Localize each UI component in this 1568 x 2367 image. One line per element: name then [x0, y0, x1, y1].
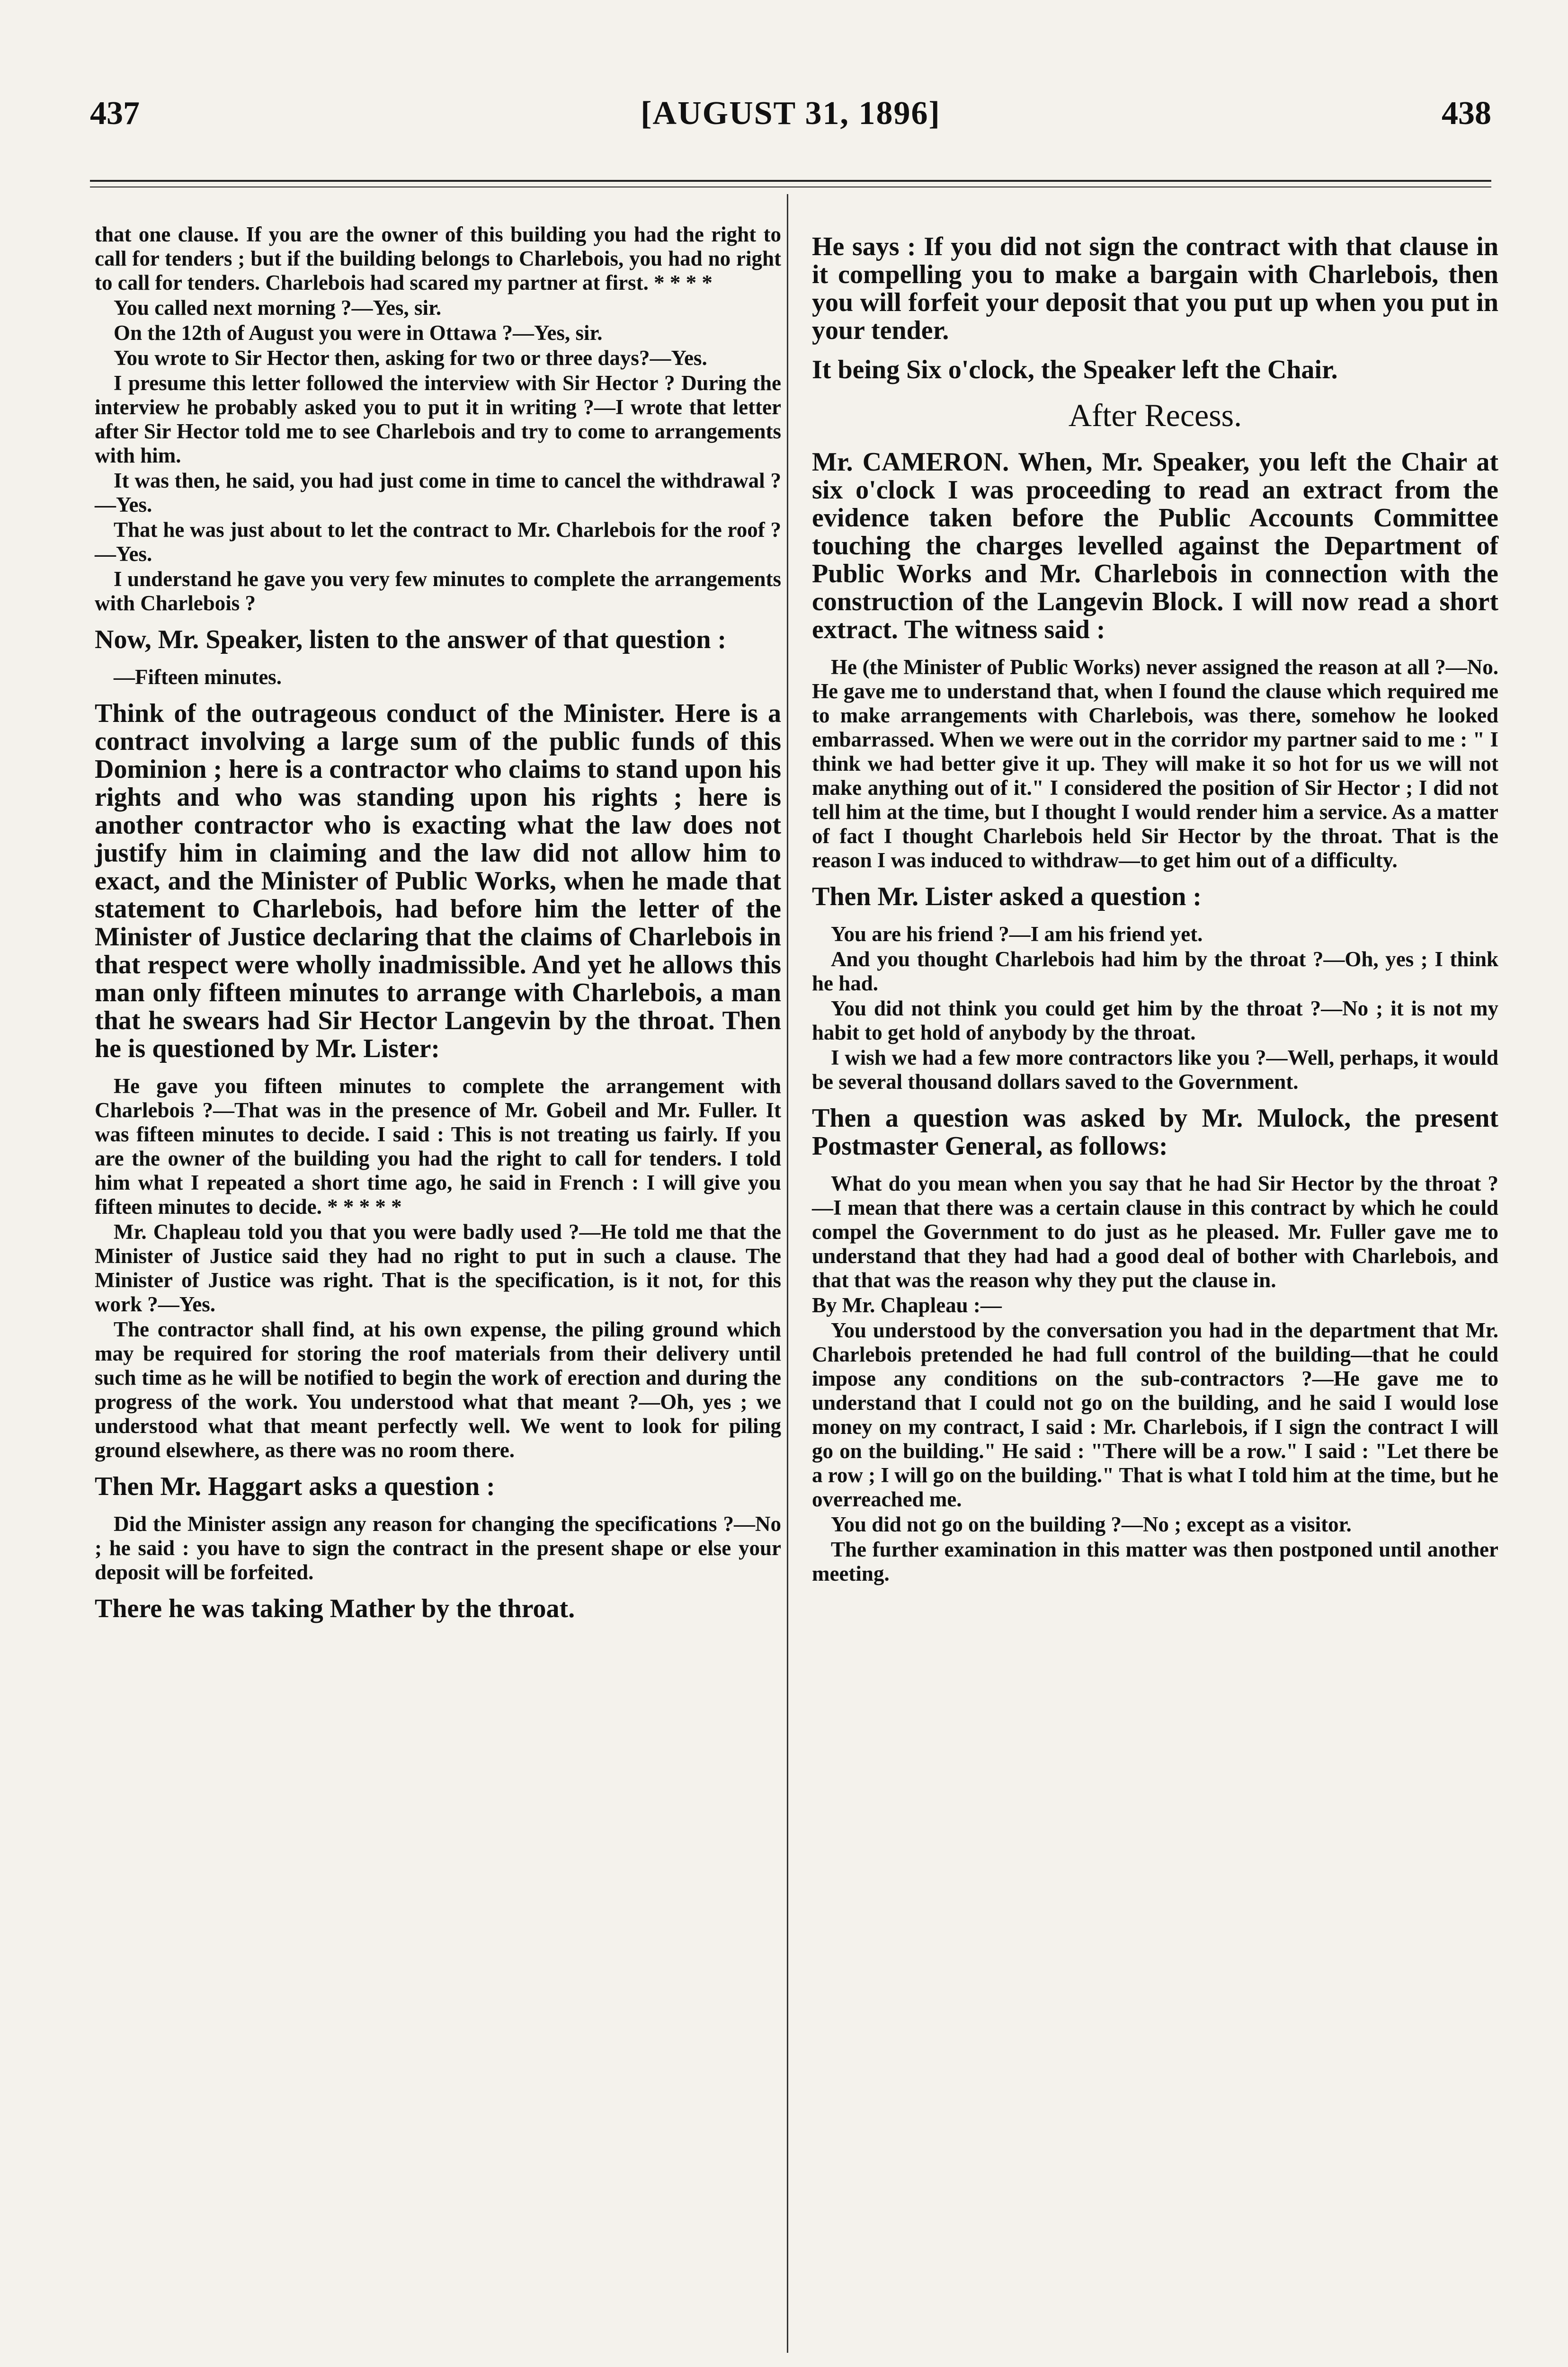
- paragraph: There he was taking Mather by the throat.: [95, 1594, 575, 1623]
- paragraph: The contractor shall find, at his own expense, the piling ground which may be required for storing the roof materials from their delivery until such time as he will be notified to begin the work of erection and during the progress of the work. You understood what that meant ?—Oh, yes ; we understood what that meant perfectly well. We went to look for piling ground elsewhere, as there was no room there.: [95, 1317, 781, 1462]
- paragraph: —Fifteen minutes.: [114, 665, 282, 689]
- paragraph: He (the Minister of Public Works) never assigned the reason at all ?—No. He gave me to understand that, when I found the clause which required me to make arrangements with Charlebois, was there, somehow he looked embarrassed. When we were out in the corridor my partner said to me : " I think we had better give it up. They will make it so hot for us we will not make anything out of it." I considered the position of Sir Hector ; I did not tell him at the time, but I thought I would render him a service. As a matter of fact I thought Charlebois held Sir Hector by the throat. That is the reason I was induced to withdraw—to get him out of a difficulty.: [812, 655, 1498, 872]
- paragraph: That he was just about to let the contract to Mr. Charlebois for the roof ?—Yes.: [95, 518, 781, 566]
- paragraph: Then Mr. Lister asked a question :: [812, 882, 1202, 911]
- page-number-left: 437: [90, 95, 140, 132]
- paragraph: You wrote to Sir Hector then, asking for two or three days?—Yes.: [114, 346, 707, 370]
- paragraph: I wish we had a few more contractors like you ?—Well, perhaps, it would be several thousand dollars saved to the Government.: [812, 1046, 1498, 1094]
- page-number-right: 438: [1442, 95, 1491, 132]
- paragraph: that one clause. If you are the owner of this building you had the right to call for tenders ; but if the building belongs to Charlebois, you had no right to call for tenders. Charlebois had scared my partner at first. * * * *: [95, 222, 781, 294]
- paragraph: By Mr. Chapleau :—: [812, 1293, 1002, 1317]
- paragraph: You understood by the conversation you had in the department that Mr. Charlebois pretended he had full control of the building—that he could impose any conditions on the sub-contractors ?—He gave me to understand that I could not go on the building, and he said I would lose money on my contract, I said : Mr. Charlebois, if I sign the contract I will go on the building." He said : "There will be a row." I said : "Let there be a row ; I will go on the building." That is what I told him at the time, but he overreached me.: [812, 1318, 1498, 1511]
- paragraph: It being Six o'clock, the Speaker left the Chair.: [812, 355, 1338, 384]
- paragraph: I presume this letter followed the interview with Sir Hector ? During the interview he probably asked you to put it in writing ?—I wrote that letter after Sir Hector told me to see Charlebois and try to come to arrangements with him.: [95, 371, 781, 467]
- paragraph: You called next morning ?—Yes, sir.: [114, 296, 442, 320]
- paragraph: Then Mr. Haggart asks a question :: [95, 1472, 495, 1501]
- left-column: [95, 222, 781, 1634]
- page-date: [AUGUST 31, 1896]: [641, 95, 941, 132]
- column-divider: [787, 194, 788, 2353]
- paragraph: Did the Minister assign any reason for changing the specifications ?—No ; he said : you have to sign the contract in the present shape or else your deposit will be forfeited.: [95, 1512, 781, 1584]
- paragraph: I understand he gave you very few minutes to complete the arrangements with Charlebois ?: [95, 567, 781, 615]
- paragraph: You did not think you could get him by the throat ?—No ; it is not my habit to get hold of anybody by the throat.: [812, 997, 1498, 1044]
- paragraph: It was then, he said, you had just come in time to cancel the withdrawal ?—Yes.: [95, 469, 781, 516]
- paragraph: Mr. CAMERON. When, Mr. Speaker, you left the Chair at six o'clock I was proceeding to read an extract from the evidence taken before the Public Accounts Committee touching the charges levelled against the Department of Public Works and Mr. Charlebois in connection with the construction of the Langevin Block. I will now read a short extract. The witness said :: [812, 447, 1498, 644]
- paragraph: The further examination in this matter was then postponed until another meeting.: [812, 1538, 1498, 1585]
- paragraph: What do you mean when you say that he had Sir Hector by the throat ?—I mean that there was a certain clause in this contract by which he could compel the Government to do just as he pleased. Mr. Fuller gave me to understand that they had had a good deal of bother with Charlebois, and that that was the reason why they put the clause in.: [812, 1172, 1498, 1292]
- header-rule-top: [90, 180, 1491, 182]
- paragraph: Then a question was asked by Mr. Mulock, the present Postmaster General, as follows:: [812, 1103, 1498, 1161]
- page-header: [90, 95, 1491, 137]
- right-column: [812, 222, 1498, 1587]
- paragraph: Mr. Chapleau told you that you were badly used ?—He told me that the Minister of Justice said they had no right to put in such a clause. The Minister of Justice was right. That is the specification, is it not, for this work ?—Yes.: [95, 1220, 781, 1316]
- paragraph: He gave you fifteen minutes to complete the arrangement with Charlebois ?—That was in the presence of Mr. Gobeil and Mr. Fuller. It was fifteen minutes to decide. I said : This is not treating us fairly. If you are the owner of the building you had the right to call for tenders. I told him what I repeated a short time ago, he said in French : I will give you fifteen minutes to decide. * * * * *: [95, 1074, 781, 1219]
- paragraph: Think of the outrageous conduct of the Minister. Here is a contract involving a large sum of the public funds of this Dominion ; here is a contractor who claims to stand upon his rights and who was standing upon his rights ; here is another contractor who is exacting what the law does not justify him in claiming and the law did not allow him to exact, and the Minister of Public Works, when he made that statement to Charlebois, had before him the letter of the Minister of Justice declaring that the claims of Charlebois in that respect were wholly inadmissible. And yet he allows this man only fifteen minutes to arrange with Charlebois, a man that he swears had Sir Hector Langevin by the throat. Then he is questioned by Mr. Lister:: [95, 699, 781, 1063]
- paragraph: Now, Mr. Speaker, listen to the answer of that question :: [95, 625, 727, 654]
- section-heading: After Recess.: [1068, 397, 1242, 433]
- paragraph: On the 12th of August you were in Ottawa ?—Yes, sir.: [114, 321, 603, 345]
- paragraph: He says : If you did not sign the contract with that clause in it compelling you to make a bargain with Charlebois, then you will forfeit your deposit that you put up when you put in your tender.: [812, 232, 1498, 345]
- paragraph: You are his friend ?—I am his friend yet.: [831, 922, 1203, 946]
- paragraph: You did not go on the building ?—No ; except as a visitor.: [831, 1513, 1352, 1536]
- paragraph: And you thought Charlebois had him by the throat ?—Oh, yes ; I think he had.: [812, 947, 1498, 995]
